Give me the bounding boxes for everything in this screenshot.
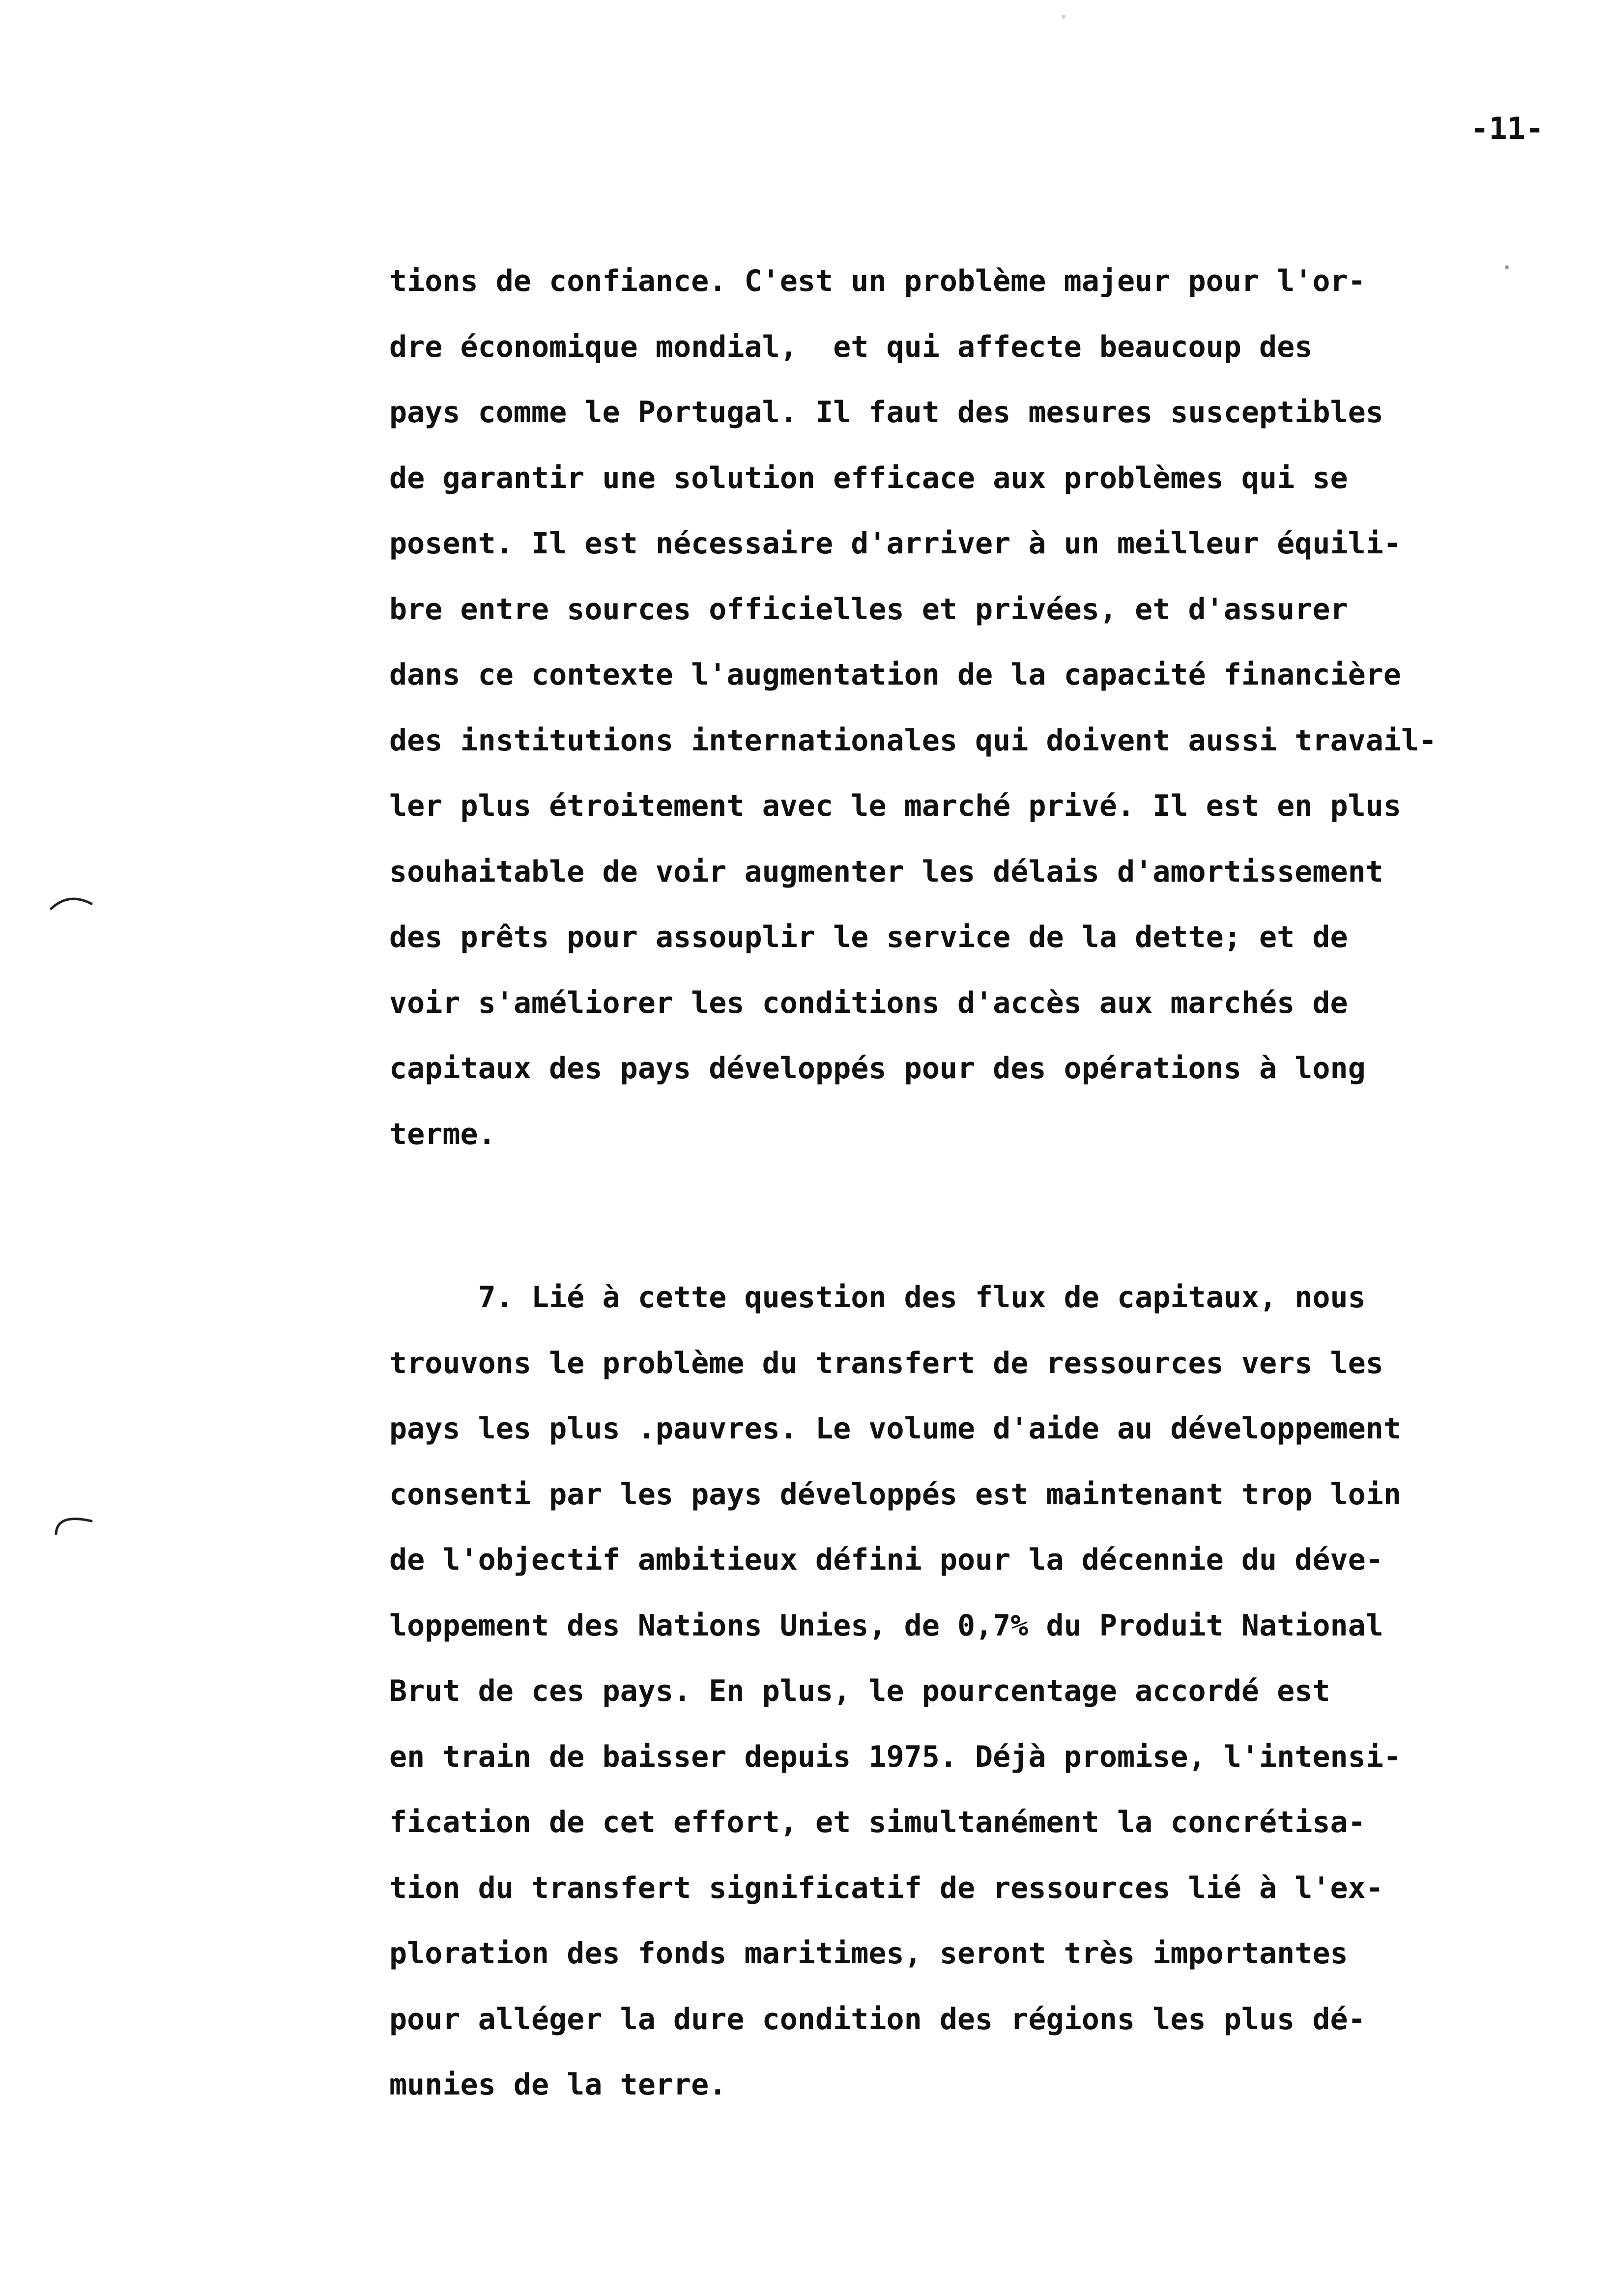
text-line: souhaitable de voir augmenter les délais d'amortissement (389, 854, 1383, 889)
text-line: tions de confiance. C'est un problème majeur pour l'or- (389, 264, 1366, 298)
punch-hole-mark (49, 887, 93, 917)
paragraph-continuation (389, 261, 1437, 1180)
page-number: -11- (1470, 111, 1544, 146)
text-line: Brut de ces pays. En plus, le pourcentage accordé est (389, 1674, 1330, 1708)
text-line: pays comme le Portugal. Il faut des mesures susceptibles (389, 395, 1383, 430)
scan-speck (1062, 15, 1065, 19)
text-line: capitaux des pays développés pour des opérations à long (389, 1051, 1366, 1086)
text-line: dre économique mondial, et qui affecte beaucoup des (389, 329, 1313, 364)
text-line: munies de la terre. (389, 2067, 727, 2102)
text-line: terme. (389, 1117, 496, 1151)
text-line: loppement des Nations Unies, de 0,7% du Produit National (389, 1608, 1383, 1643)
text-line: trouvons le problème du transfert de ressources vers les (389, 1346, 1383, 1380)
text-line: ler plus étroitement avec le marché privé. Il est en plus (389, 789, 1402, 823)
text-line: pays les plus .pauvres. Le volume d'aide au développement (389, 1411, 1402, 1446)
text-line: bre entre sources officielles et privées, et d'assurer (389, 592, 1348, 627)
text-line: 7. Lié à cette question des flux de capitaux, nous (389, 1280, 1366, 1315)
text-line: des prêts pour assouplir le service de la dette; et de (389, 920, 1348, 954)
text-line: posent. Il est nécessaire d'arriver à un meilleur équili- (389, 526, 1402, 561)
text-line: de l'objectif ambitieux défini pour la décennie du déve- (389, 1543, 1383, 1577)
text-line: pour alléger la dure condition des régions les plus dé- (389, 2002, 1366, 2037)
text-line: tion du transfert significatif de ressources lié à l'ex- (389, 1870, 1383, 1905)
punch-hole-mark (49, 1506, 93, 1536)
scan-speck (1505, 265, 1509, 269)
text-line: dans ce contexte l'augmentation de la capacité financière (389, 658, 1402, 692)
text-line: en train de baisser depuis 1975. Déjà promise, l'intensi- (389, 1739, 1402, 1774)
text-line: consenti par les pays développés est maintenant trop loin (389, 1477, 1402, 1512)
text-line: ploration des fonds maritimes, seront très importantes (389, 1936, 1348, 1971)
text-line: fication de cet effort, et simultanément la concrétisa- (389, 1805, 1366, 1839)
text-line: voir s'améliorer les conditions d'accès aux marchés de (389, 985, 1348, 1020)
text-line: des institutions internationales qui doivent aussi travail- (389, 723, 1437, 758)
text-line: de garantir une solution efficace aux problèmes qui se (389, 460, 1348, 495)
paragraph-7 (389, 1278, 1401, 2131)
